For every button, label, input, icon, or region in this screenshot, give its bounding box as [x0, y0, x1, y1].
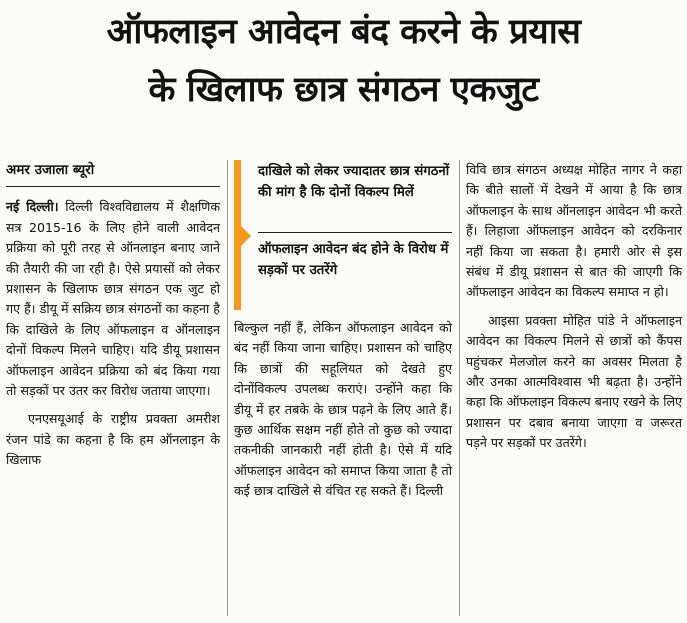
article-column-2	[234, 318, 452, 502]
article-column-3	[466, 160, 682, 454]
headline-line-2: के खिलाफ छात्र संगठन एकजुट	[148, 70, 539, 110]
paragraph: एनएसयूआई के राष्ट्रीय प्रवक्ता अमरीश रंजन पांडे का कहना है कि हम ऑनलाइन के खिलाफ	[6, 411, 220, 468]
pull-quote-box	[234, 160, 456, 310]
pull-quote-1: दाखिले को लेकर ज्यादातर छात्र संगठनों की मांग है कि दोनों विकल्प मिलें	[258, 164, 450, 200]
column-divider	[459, 160, 460, 616]
paragraph: विवि छात्र संगठन अध्यक्ष मोहित नागर ने कहा कि बीते सालों में देखने में आया है कि छात्र ऑफलाइन के साथ ऑनलाइन आवेदन भी करते हैं। लिहाजा ऑफलाइन आवेदन को दरकिनार नहीं किया जा सकता है। हमारी ओर से इस संबंध में डीयू प्रशासन से बात की जाएगी कि ऑफलाइन आवेदन का विकल्प समाप्त न हो।	[466, 162, 682, 300]
dateline: नई दिल्ली।	[6, 199, 59, 215]
quote-separator	[258, 232, 452, 233]
paragraph: आइसा प्रवक्ता मोहित पांडे ने ऑफलाइन आवेदन का विकल्प मिलने से छात्रों को कैंपस पहुंचकर मेलजोल करने का अवसर मिलता है और उनका आत्मविश्वास भी बढ़ता है। उन्होंने कहा कि ऑफलाइन विकल्प बनाए रखने के लिए प्रशासन पर दबाव बनाया जाएगा व जरूरत पड़ने पर सड़कों पर उतरेंगे।	[466, 312, 682, 451]
quote-arrow-icon	[241, 226, 251, 246]
paragraph: बिल्कुल नहीं हैं, लेकिन ऑफलाइन आवेदन को बंद नहीं किया जाना चाहिए। प्रशासन को चाहिए कि छात्रों की सहूलियत को देखते हुए दोनोंविकल्प उपलब्ध कराएं। उन्होंने कहा कि डीयू में हर तबके के छात्र पढ़ने के लिए आते हैं। कुछ आर्थिक सक्षम नहीं होते तो कुछ को ज्यादा तकनीकी जानकारी नहीं होती है। ऐसे में यदि ऑफलाइन आवेदन को समाप्त किया जाता है तो कई छात्र दाखिले से वंचित रह सकते हैं। दिल्ली	[234, 320, 452, 499]
article-column-1	[6, 160, 220, 471]
pull-quote-2: ऑफलाइन आवेदन बंद होने के विरोध में सड़कों पर उतरेंगे	[258, 242, 449, 278]
paragraph-text: दिल्ली विश्वविद्यालय में शैक्षणिक सत्र 2015-16 के लिए होने वाली आवेदन प्रक्रिया को पूरी तरह से ऑनलाइन बनाए जाने की तैयारी की जा रही है। ऐसे प्रयासों को लेकर प्रशासन के खिलाफ छात्र संगठन एक जुट हो गए हैं। डीयू में सक्रिय छात्र संगठनों का कहना है कि दाखिले के लिए ऑफलाइन व ऑनलाइन दोनों विकल्प मिलने चाहिए। यदि डीयू प्रशासन ऑफलाइन आवेदन प्रक्रिया को बंद किया गया तो सड़कों पर उतर कर विरोध जताया जाएगा।	[6, 199, 220, 399]
headline-line-1: ऑफलाइन आवेदन बंद करने के प्रयास	[106, 12, 581, 52]
column-divider	[227, 160, 228, 616]
paragraph	[6, 197, 220, 401]
quote-accent-bar	[234, 160, 241, 310]
byline: अमर उजाला ब्यूरो	[6, 160, 220, 187]
